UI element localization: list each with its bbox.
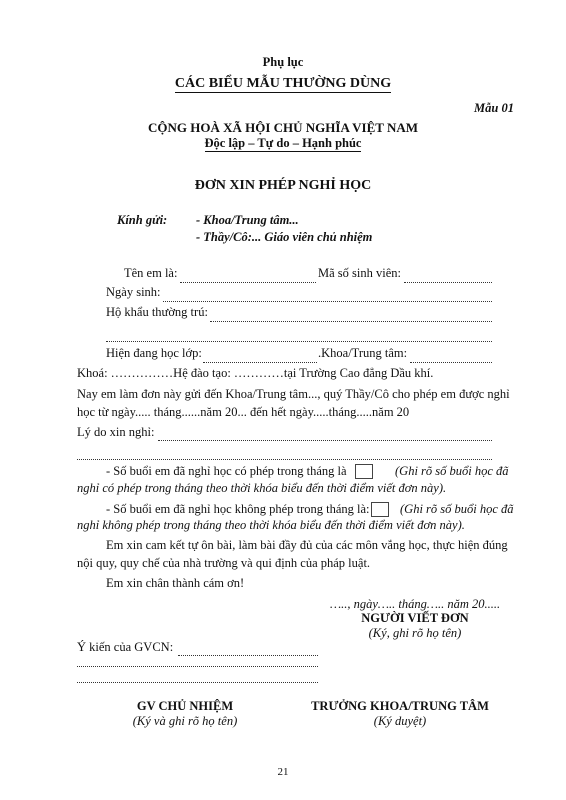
faculty-label: .Khoa/Trung tâm:: [318, 346, 408, 360]
residence-field[interactable]: [210, 320, 492, 322]
excused-absences-text: - Số buổi em đã nghỉ học có phép trong tháng là: [106, 464, 347, 478]
section-title: [0, 76, 566, 92]
excused-absences-note: (Ghi rõ số buổi học đã: [395, 464, 509, 478]
gvcn-opinion-field-line3[interactable]: [77, 681, 318, 683]
commitment-line-2: nội quy, quy chế của nhà trường và qui định của pháp luật.: [77, 556, 371, 570]
name-label: Tên em là:: [124, 266, 178, 280]
reason-field-line2[interactable]: [77, 458, 492, 460]
reason-field[interactable]: [158, 439, 492, 441]
dob-label: Ngày sinh:: [106, 285, 161, 299]
writer-note: (Ký, ghi rõ họ tên): [368, 626, 462, 640]
recipient-faculty: - Khoa/Trung tâm...: [196, 213, 299, 227]
gvcn-title: GV CHỦ NHIỆM: [136, 699, 234, 713]
nation-heading: CỘNG HOÀ XÃ HỘI CHỦ NGHĨA VIỆT NAM: [147, 120, 419, 135]
page-number: 21: [277, 766, 289, 778]
dob-field[interactable]: [163, 300, 492, 302]
residence-field-line2[interactable]: [106, 340, 492, 342]
commitment-line-1: Em xin cam kết tự ôn bài, làm bài đầy đủ của các môn vắng học, thực hiện đúng: [106, 538, 508, 552]
recipient-teacher: - Thầy/Cô:... Giáo viên chủ nhiệm: [196, 230, 373, 244]
unexcused-absences-note-2: nghỉ không phép trong tháng theo thời khóa biểu đến thời điểm viết đơn này).: [77, 518, 465, 532]
gvcn-opinion-field[interactable]: [178, 654, 318, 656]
faculty-field[interactable]: [410, 361, 492, 363]
recipient-label: Kính gửi:: [117, 213, 168, 227]
request-line-1: Nay em làm đơn này gửi đến Khoa/Trung tâm..., quý Thầy/Cô cho phép em được nghỉ: [77, 387, 510, 401]
motto: [0, 136, 566, 151]
motto-text: Độc lập – Tự do – Hạnh phúc: [204, 136, 362, 150]
head-title: TRƯỞNG KHOA/TRUNG TÂM: [311, 699, 489, 713]
name-field[interactable]: [180, 281, 316, 283]
student-id-label: Mã số sinh viên:: [318, 266, 401, 280]
reason-label: Lý do xin nghỉ:: [77, 425, 155, 439]
appendix-label: Phụ lục: [262, 55, 304, 69]
unexcused-absences-text: - Số buổi em đã nghỉ học không phép trong tháng là:: [106, 502, 370, 516]
thanks-line: Em xin chân thành cám ơn!: [106, 576, 245, 590]
excused-absences-note-2: nghỉ có phép trong tháng theo thời khóa biểu đến thời điểm viết đơn này).: [77, 481, 447, 495]
unexcused-absences-box[interactable]: [371, 502, 389, 517]
request-line-2: học từ ngày..... tháng......năm 20... đến hết ngày.....tháng.....năm 20: [77, 405, 410, 419]
form-title: ĐƠN XIN PHÉP NGHỈ HỌC: [194, 178, 372, 193]
gvcn-note: (Ký và ghi rõ họ tên): [132, 714, 238, 728]
gvcn-opinion-field-line2[interactable]: [77, 665, 318, 667]
form-code: Mẫu 01: [474, 101, 514, 115]
date-line: ….., ngày….. tháng….. năm 20.....: [330, 597, 501, 611]
class-field[interactable]: [203, 361, 317, 363]
section-title-text: CÁC BIỂU MẪU THƯỜNG DÙNG: [174, 76, 392, 91]
class-label: Hiện đang học lớp:: [106, 346, 202, 360]
student-id-field[interactable]: [404, 281, 492, 283]
gvcn-opinion-label: Ý kiến của GVCN:: [77, 640, 174, 654]
excused-absences-box[interactable]: [355, 464, 373, 479]
course-line: Khoá: ……………Hệ đào tạo: …………tại Trường Cao đẳng Dầu khí.: [77, 366, 434, 380]
residence-label: Hộ khẩu thường trú:: [106, 305, 208, 319]
writer-title: NGƯỜI VIẾT ĐƠN: [361, 611, 469, 625]
head-note: (Ký duyệt): [373, 714, 427, 728]
unexcused-absences-note: (Ghi rõ số buổi học đã: [400, 502, 514, 516]
